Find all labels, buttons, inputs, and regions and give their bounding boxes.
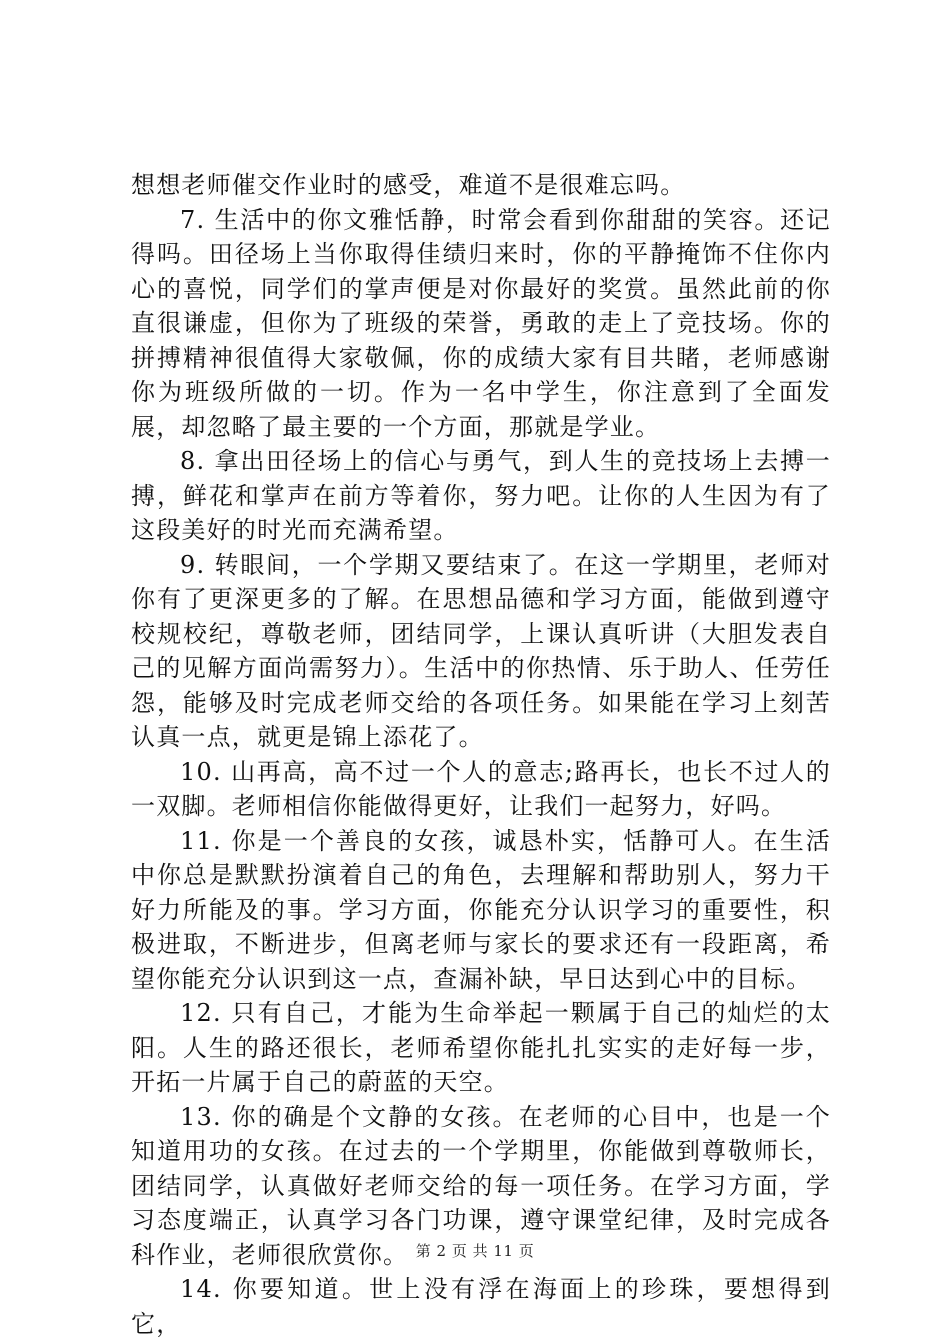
page-number-label: 第 2 页 共 11 页 [415, 1242, 535, 1260]
paragraph-item-7: 7. 生活中的你文雅恬静，时常会看到你甜甜的笑容。还记得吗。田径场上当你取得佳绩归来时，你的平静掩饰不住你内心的喜悦，同学们的掌声便是对你最好的奖赏。虽然此前的你直很谦虚，但你为了班级的荣誉，勇敢的走上了竞技场。你的拼搏精神很值得大家敬佩，你的成绩大家有目共睹，老师感谢你为班级所做的一切。作为一名中学生，你注意到了全面发展，却忽略了最主要的一个方面，那就是学业。 [131, 205, 831, 441]
paragraph-item-14: 14. 你要知道。世上没有浮在海面上的珍珠，要想得到它， [131, 1275, 831, 1338]
paragraph-item-12: 12. 只有自己，才能为生命举起一颗属于自己的灿烂的太阳。人生的路还很长，老师希望你能扎扎实实的走好每一步，开拓一片属于自己的蔚蓝的天空。 [131, 999, 831, 1096]
document-body [131, 168, 831, 1341]
page-footer [0, 1241, 950, 1261]
paragraph-item-9: 9. 转眼间，一个学期又要结束了。在这一学期里，老师对你有了更深更多的了解。在思想品德和学习方面，能做到遵守校规校纪，尊敬老师，团结同学，上课认真听讲（大胆发表自己的见解方面尚需努力）。生活中的你热情、乐于助人、任劳任怨，能够及时完成老师交给的各项任务。如果能在学习上刻苦认真一点，就更是锦上添花了。 [131, 550, 831, 751]
paragraph-item-13: 13. 你的确是个文静的女孩。在老师的心目中，也是一个知道用功的女孩。在过去的一个学期里，你能做到尊敬师长，团结同学，认真做好老师交给的每一项任务。在学习方面，学习态度端正，认真学习各门功课，遵守课堂纪律，及时完成各科作业，老师很欣赏你。 [131, 1102, 831, 1269]
paragraph-continuation: 想想老师催交作业时的感受，难道不是很难忘吗。 [131, 171, 686, 199]
paragraph-item-11: 11. 你是一个善良的女孩，诚恳朴实，恬静可人。在生活中你总是默默扮演着自己的角色，去理解和帮助别人，努力干好力所能及的事。学习方面，你能充分认识学习的重要性，积极进取，不断进步，但离老师与家长的要求还有一段距离，希望你能充分认识到这一点，查漏补缺，早日达到心中的目标。 [131, 826, 831, 993]
paragraph-item-10: 10. 山再高，高不过一个人的意志;路再长，也长不过人的一双脚。老师相信你能做得更好，让我们一起努力，好吗。 [131, 757, 831, 820]
paragraph-item-8: 8. 拿出田径场上的信心与勇气，到人生的竞技场上去搏一搏，鲜花和掌声在前方等着你，努力吧。让你的人生因为有了这段美好的时光而充满希望。 [131, 447, 831, 544]
